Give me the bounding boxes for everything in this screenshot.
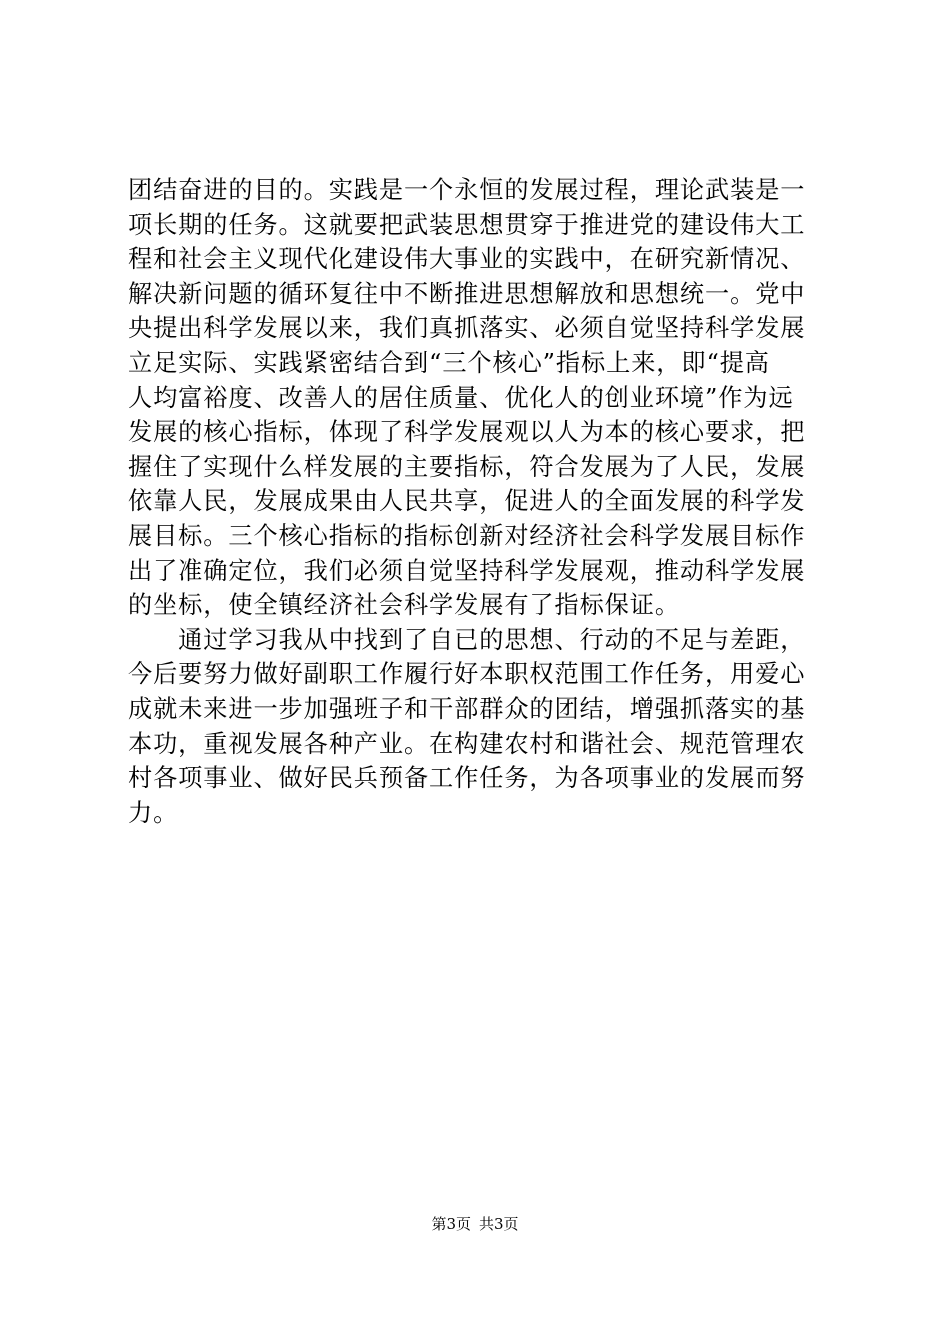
text-line: 依靠人民，发展成果由人民共享，促进人的全面发展的科学发 [128, 487, 806, 516]
text-line: 立足实际、实践紧密结合到“三个核心”指标上来，即“提高 [128, 348, 770, 377]
text-line: 的坐标，使全镇经济社会科学发展有了指标保证。 [128, 591, 680, 620]
text-line: 发展的核心指标，体现了科学发展观以人为本的核心要求，把 [128, 418, 806, 447]
text-line: 本功，重视发展各种产业。在构建农村和谐社会、规范管理农 [128, 729, 806, 758]
text-line: 今后要努力做好副职工作履行好本职权范围工作任务，用爱心 [128, 660, 806, 689]
text-line: 力。 [128, 798, 179, 827]
page-footer [0, 1214, 950, 1234]
page-total: 共3页 [479, 1215, 519, 1233]
text-line: 出了准确定位，我们必须自觉坚持科学发展观，推动科学发展 [128, 556, 806, 585]
text-line: 程和社会主义现代化建设伟大事业的实践中，在研究新情况、 [128, 245, 806, 274]
text-line: 成就未来进一步加强班子和干部群众的团结，增强抓落实的基 [128, 694, 806, 723]
page-number: 第3页 [431, 1215, 471, 1233]
text-line: 展目标。三个核心指标的指标创新对经济社会科学发展目标作 [128, 521, 806, 550]
text-line: 项长期的任务。这就要把武装思想贯穿于推进党的建设伟大工 [128, 210, 806, 239]
text-line: 村各项事业、做好民兵预备工作任务，为各项事业的发展而努 [128, 764, 806, 793]
text-line: 握住了实现什么样发展的主要指标，符合发展为了人民，发展 [128, 452, 806, 481]
text-line: 解决新问题的循环复往中不断推进思想解放和思想统一。党中 [128, 279, 806, 308]
text-line: 央提出科学发展以来，我们真抓落实、必须自觉坚持科学发展 [128, 314, 806, 343]
paragraph-start-line: 通过学习我从中找到了自已的思想、行动的不足与差距， [128, 625, 806, 654]
document-body [128, 173, 848, 830]
text-line: 人均富裕度、改善人的居住质量、优化人的创业环境”作为远 [128, 383, 794, 412]
text-line: 团结奋进的目的。实践是一个永恒的发展过程，理论武装是一 [128, 176, 806, 204]
